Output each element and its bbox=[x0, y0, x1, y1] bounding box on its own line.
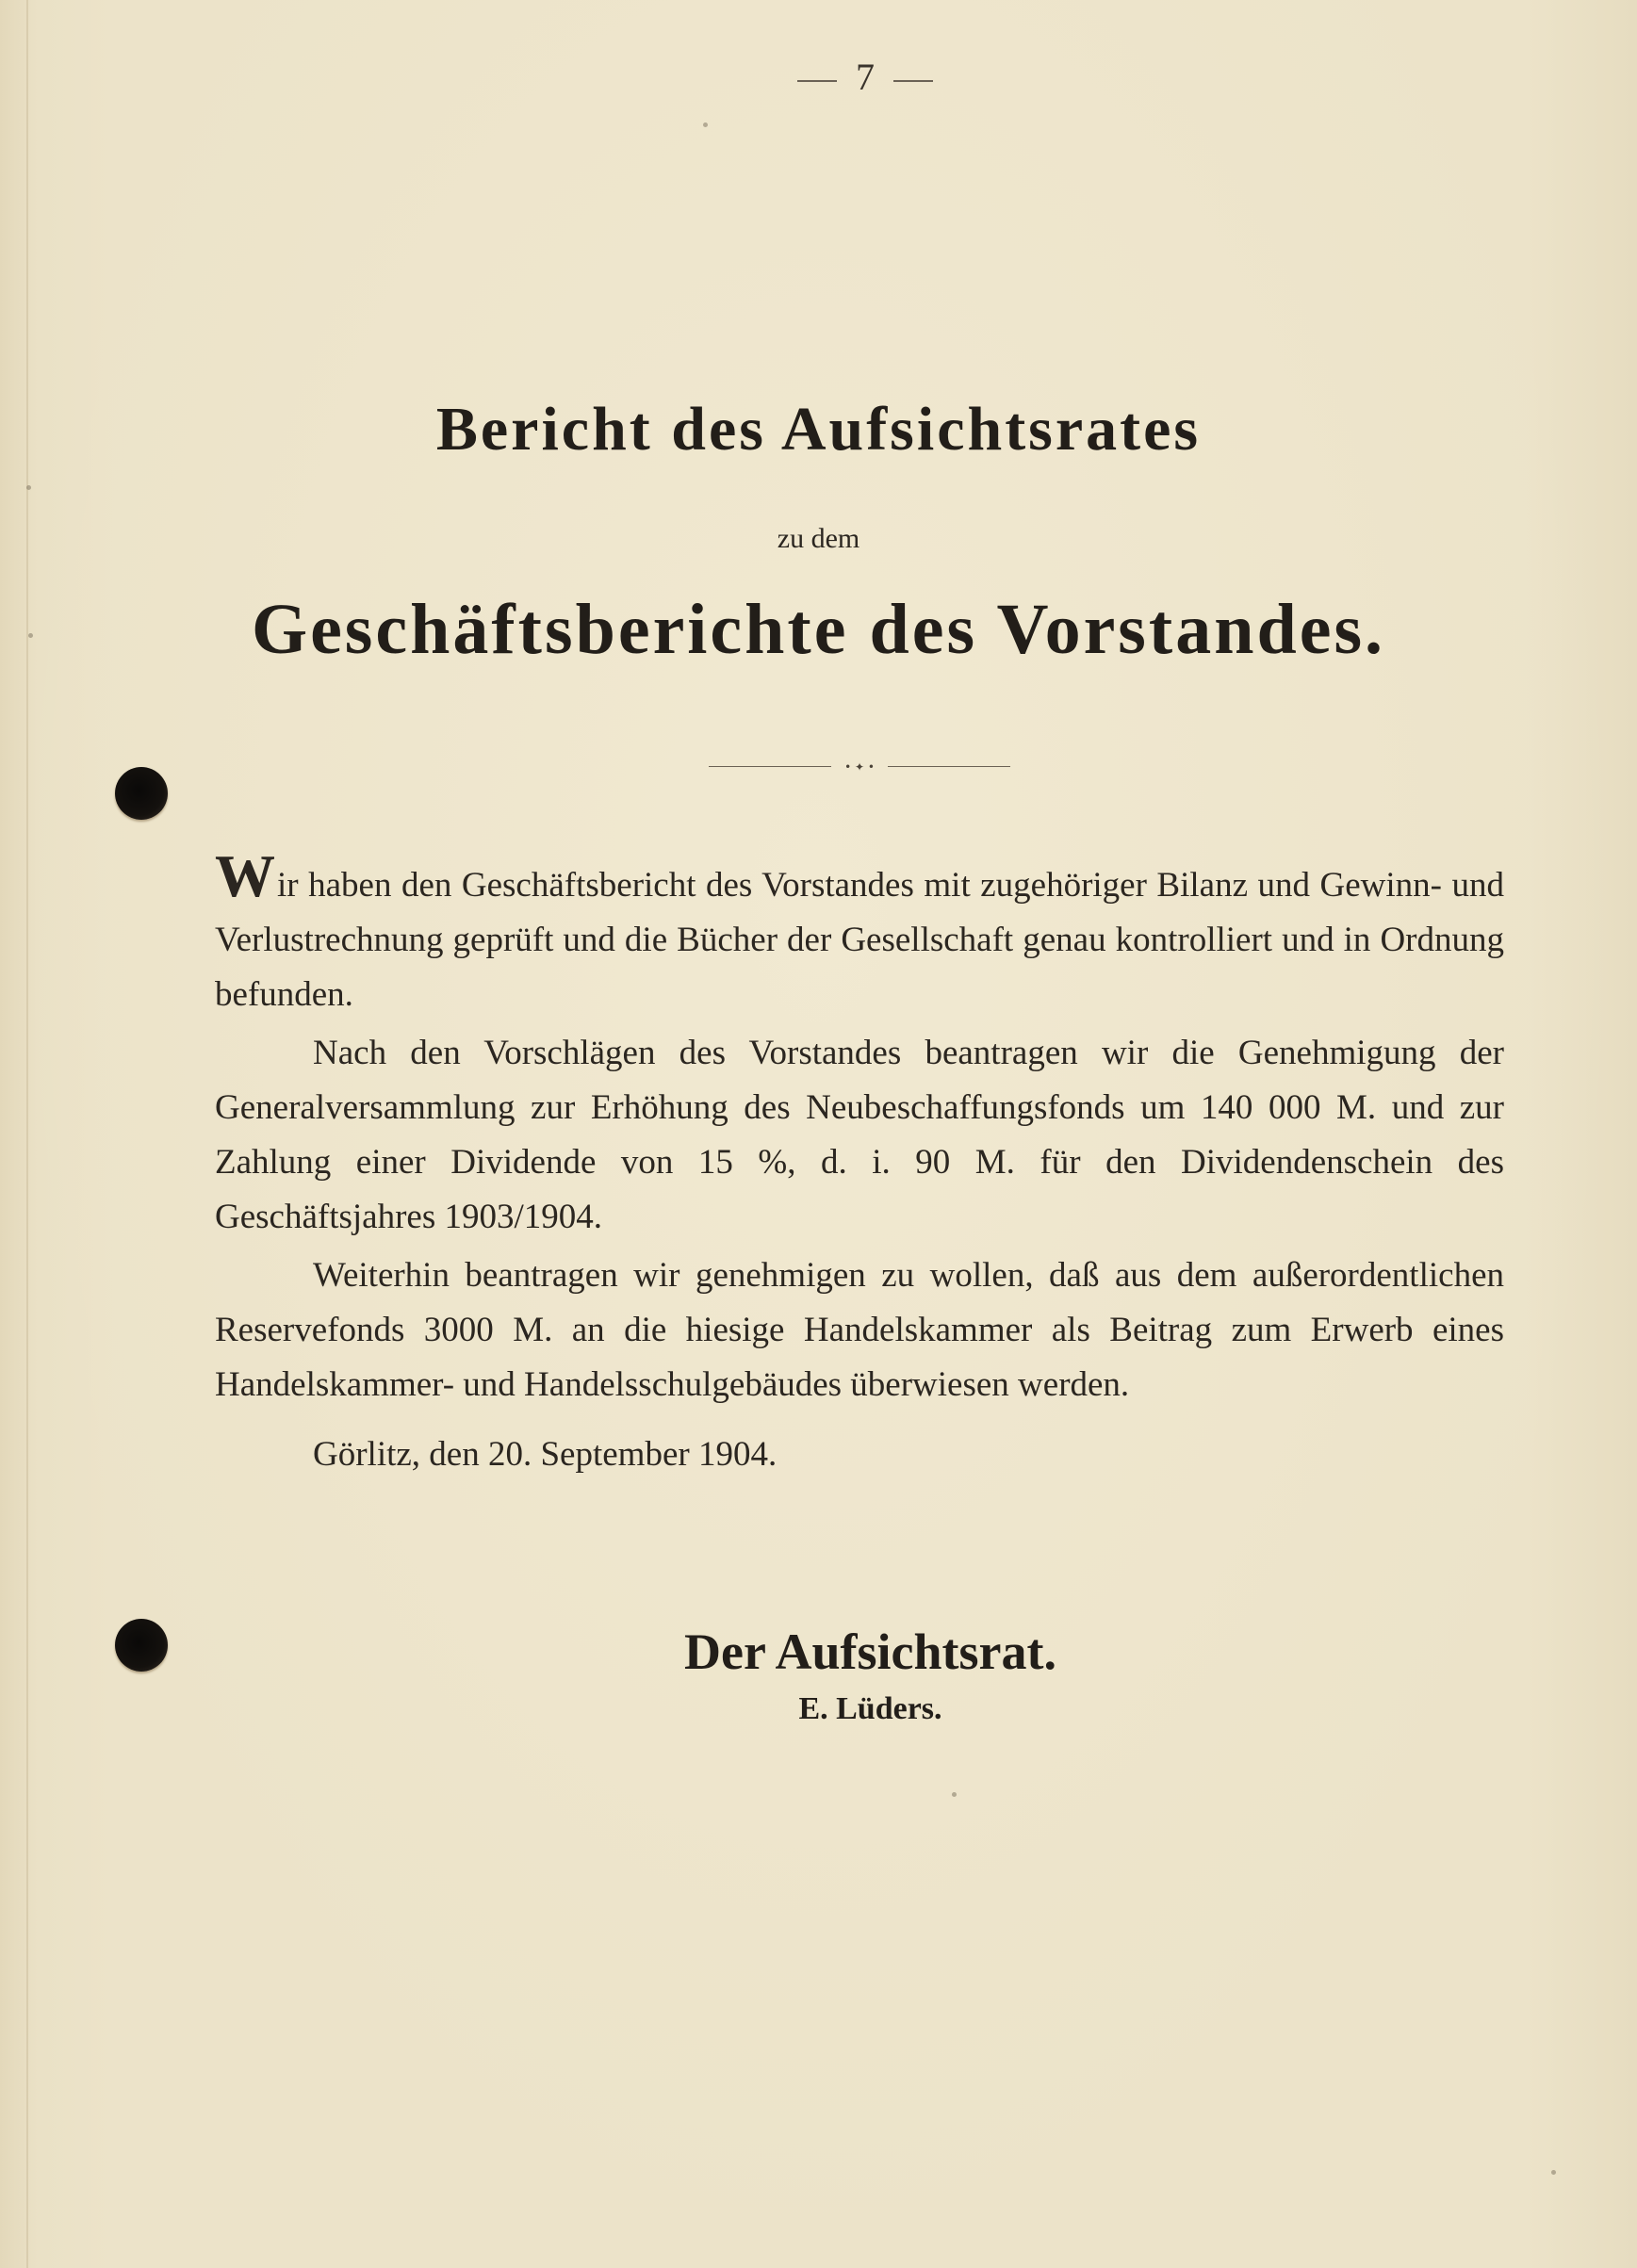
page-number-dash-left bbox=[797, 80, 837, 82]
divider-dots-icon: • ✦ • bbox=[844, 760, 875, 774]
signature-name: E. Lüders. bbox=[798, 1691, 942, 1726]
paper-speck bbox=[1551, 2170, 1556, 2175]
date-line: Görlitz, den 20. September 1904. bbox=[313, 1435, 778, 1474]
page-edge-shadow bbox=[26, 0, 28, 2268]
initial-letter: W bbox=[215, 842, 277, 909]
page-number bbox=[771, 55, 959, 99]
punch-hole-icon bbox=[115, 1619, 168, 1672]
divider-rule-left bbox=[709, 766, 831, 767]
report-body bbox=[215, 842, 1504, 1482]
signature-title: Der Aufsichtsrat. bbox=[684, 1623, 1056, 1680]
punch-hole-icon bbox=[115, 767, 168, 820]
report-subtitle: Geschäftsberichte des Vorstandes. bbox=[251, 590, 1386, 669]
paragraph-approval bbox=[215, 842, 1504, 1022]
paper-speck bbox=[26, 485, 31, 490]
paragraph-reserve-fund: Weiterhin beantragen wir genehmigen zu wollen, daß aus dem außerordentlichen Reservefonds 3000 M. an die hiesige Handelskammer als Beitrag zum Erwerb eines Handelskammer- und Handelsschulgebäudes überwiesen werden. bbox=[215, 1256, 1504, 1404]
page-number-value: 7 bbox=[856, 56, 875, 98]
report-title: Bericht des Aufsichtsrates bbox=[435, 395, 1202, 464]
paper-speck bbox=[952, 1792, 957, 1797]
title-connector: zu dem bbox=[777, 523, 860, 554]
page-number-dash-right bbox=[893, 80, 933, 82]
paper-speck bbox=[703, 122, 708, 127]
paragraph-approval-text: ir haben den Geschäftsbericht des Vorstandes mit zugehöriger Bilanz und Gewinn- und Verlustrechnung geprüft und die Bücher der Gesellschaft genau kontrolliert und in Ordnung befunden. bbox=[215, 866, 1504, 1014]
paper-speck bbox=[28, 633, 33, 638]
divider-rule-right bbox=[888, 766, 1010, 767]
paragraph-dividend: Nach den Vorschlägen des Vorstandes beantragen wir die Genehmigung der Generalversammlung zur Erhöhung des Neubeschaffungsfonds um 140 000 M. und zur Zahlung einer Dividende von 15 %, d. i. 90 M. für den Dividendenschein des Geschäftsjahres 1903/1904. bbox=[215, 1034, 1504, 1236]
divider-ornament bbox=[709, 761, 1010, 773]
